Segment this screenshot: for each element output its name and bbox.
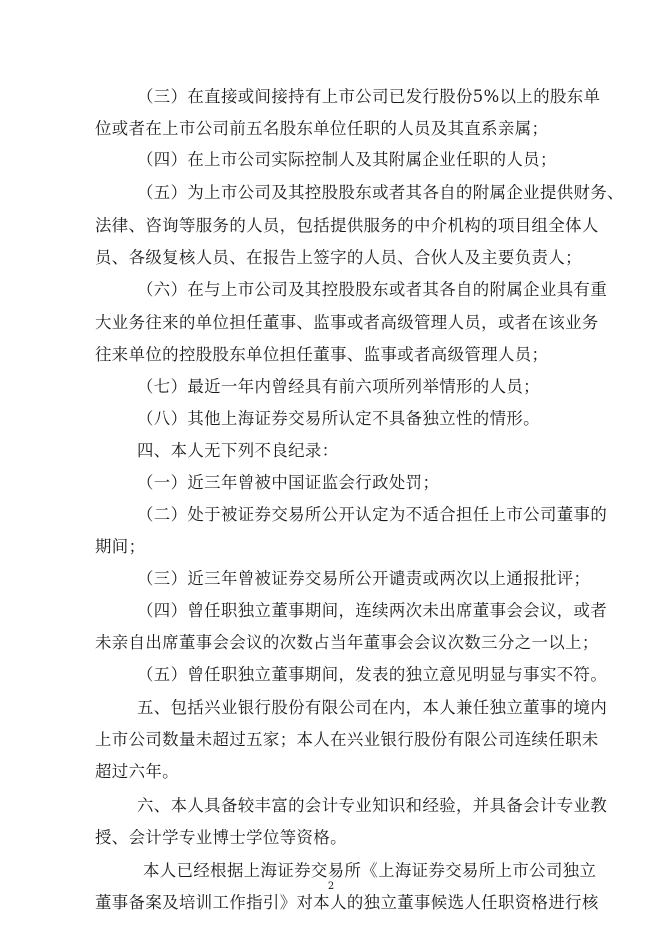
text-line-22: 超过六年。 — [95, 762, 179, 781]
text-line-24: 授、会计学专业博士学位等资格。 — [95, 828, 347, 847]
text-line-14: （二）处于被证券交易所公开认定为不适合担任上市公司董事的 — [137, 505, 608, 524]
text-line-8: 大业务往来的单位担任董事、监事或者高级管理人员，或者在该业务 — [95, 313, 599, 332]
text-line-17: （四）曾任职独立董事期间，连续两次未出席董事会会议，或者 — [137, 601, 608, 620]
text-line-18: 未亲自出席董事会会议的次数占当年董事会会议次数三分之一以上； — [95, 633, 599, 652]
text-line-7: （六）在与上市公司及其控股股东或者其各自的附属企业具有重 — [137, 280, 608, 299]
text-line-26: 董事备案及培训工作指引》对本人的独立董事候选人任职资格进行核 — [95, 893, 599, 912]
text-line-11: （八）其他上海证券交易所认定不具备独立性的情形。 — [137, 409, 540, 428]
section-heading-6: 六、本人具备较丰富的会计专业知识和经验，并具备会计专业教 — [137, 796, 608, 815]
text-line-19: （五）曾任职独立董事期间，发表的独立意见明显与事实不符。 — [137, 665, 608, 684]
text-line-16: （三）近三年曾被证券交易所公开谴责或两次以上通报批评； — [137, 569, 591, 588]
text-line-5: 法律、咨询等服务的人员，包括提供服务的中介机构的项目组全体人 — [95, 216, 599, 235]
text-line-13: （一）近三年曾被中国证监会行政处罚； — [137, 473, 440, 492]
text-line-4: （五）为上市公司及其控股股东或者其各自的附属企业提供财务、 — [137, 183, 624, 202]
text-line-9: 往来单位的控股股东单位担任董事、监事或者高级管理人员； — [95, 345, 549, 364]
text-line-1: （三）在直接或间接持有上市公司已发行股份5%以上的股东单 — [137, 87, 601, 106]
text-line-3: （四）在上市公司实际控制人及其附属企业任职的人员； — [137, 150, 557, 169]
text-line-10: （七）最近一年内曾经具有前六项所列举情形的人员； — [137, 377, 540, 396]
text-line-25: 本人已经根据上海证券交易所《上海证券交易所上市公司独立 — [143, 861, 597, 880]
text-line-15: 期间； — [95, 537, 146, 556]
text-line-6: 员、各级复核人员、在报告上签字的人员、合伙人及主要负责人； — [95, 248, 582, 267]
section-heading-5: 五、包括兴业银行股份有限公司在内，本人兼任独立董事的境内 — [137, 698, 608, 717]
text-line-21: 上市公司数量未超过五家；本人在兴业银行股份有限公司连续任职未 — [95, 730, 599, 749]
section-heading-4: 四、本人无下列不良纪录： — [137, 441, 339, 460]
text-line-2: 位或者在上市公司前五名股东单位任职的人员及其直系亲属； — [95, 119, 549, 138]
page-number: 2 — [327, 881, 335, 892]
